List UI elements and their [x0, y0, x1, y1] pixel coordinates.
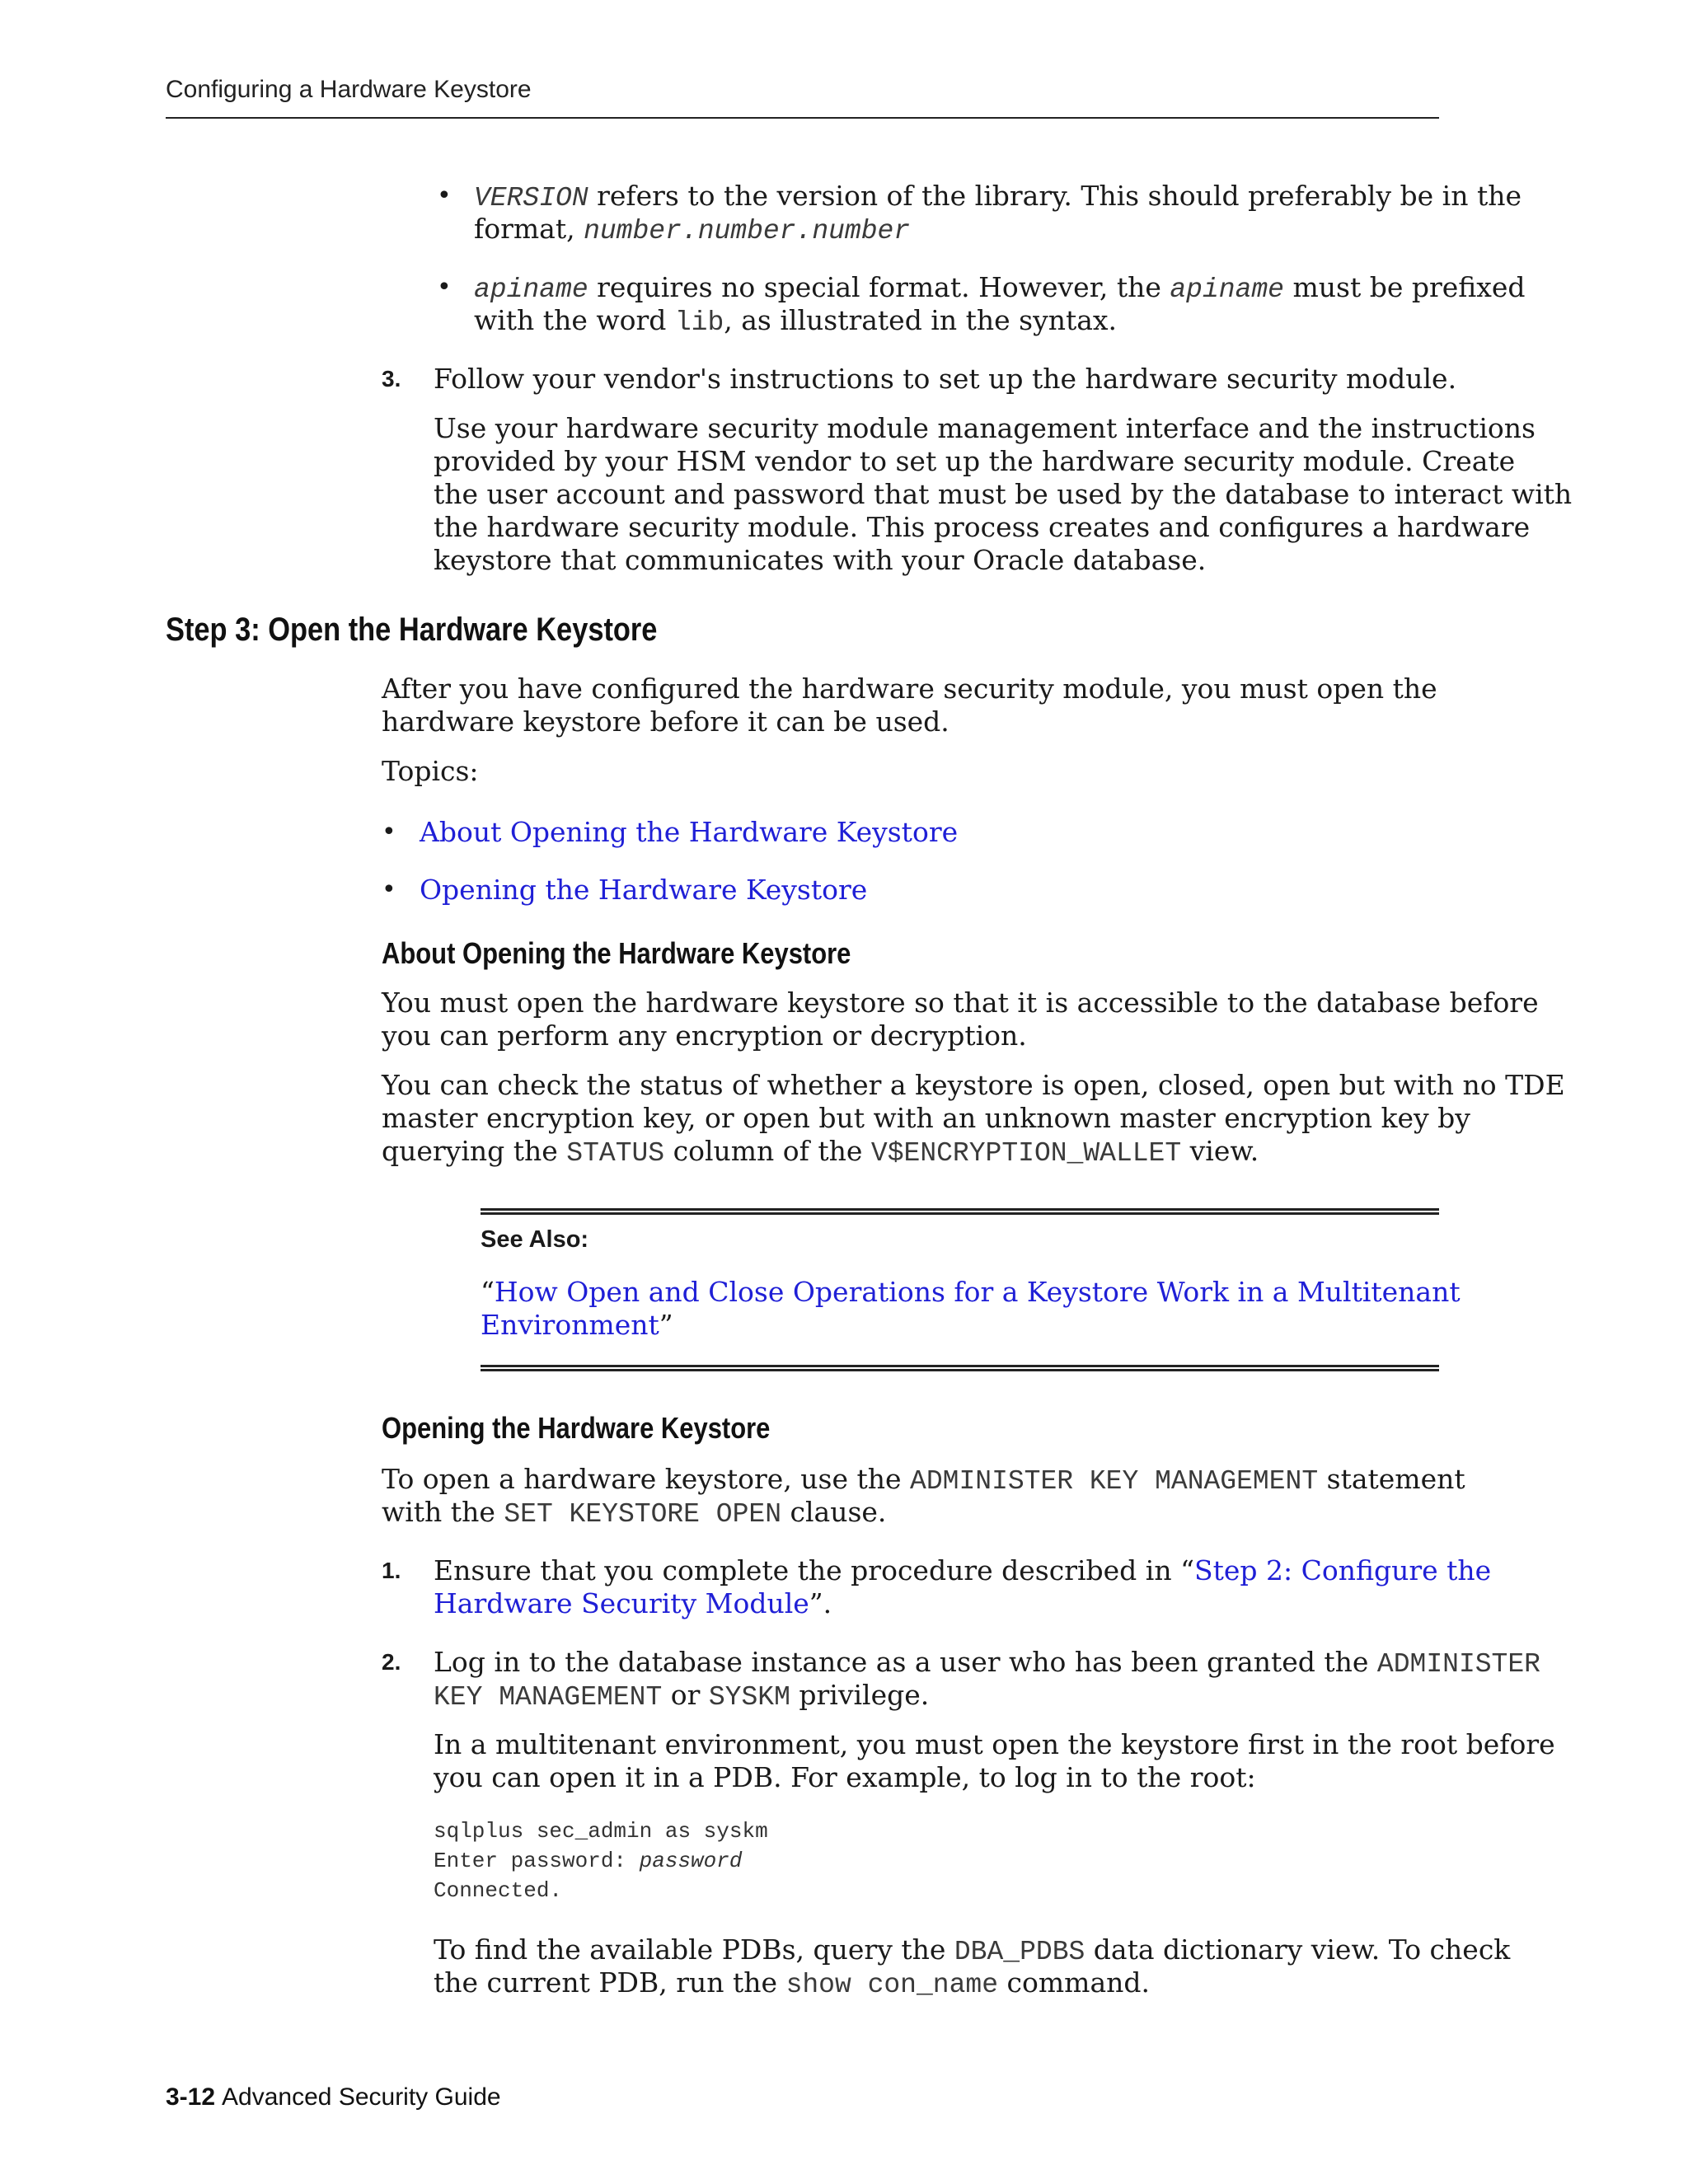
privilege-code: ADMINISTER	[1376, 1649, 1540, 1680]
version-text: refers to the version of the library. This should preferably be in the	[588, 180, 1522, 212]
step-number: 2.	[382, 1649, 401, 1675]
bullet-version-line2	[474, 213, 910, 248]
step2-detail-line: you can open it in a PDB. For example, to log in to the root:	[434, 1761, 1256, 1793]
bullet-version-line1	[474, 180, 1522, 215]
apiname-text: requires no special format. However, the	[588, 271, 1170, 303]
see-also-bottom-rule	[481, 1365, 1439, 1371]
bullet-icon: •	[382, 818, 396, 846]
bullet-icon: •	[437, 181, 452, 210]
text: statement	[1318, 1463, 1465, 1495]
about-p2-line: You can check the status of whether a keystore is open, closed, open but with no TDE	[382, 1069, 1565, 1101]
lib-code: lib	[674, 307, 724, 338]
about-p1-line: You must open the hardware keystore so that it is accessible to the database before	[382, 987, 1539, 1019]
step1-line2	[434, 1587, 832, 1620]
topics-label: Topics:	[382, 755, 479, 787]
bullet-icon: •	[382, 875, 396, 904]
code-block	[434, 1816, 768, 1905]
quote: ”	[659, 1309, 673, 1341]
text: the current PDB, run the	[434, 1966, 786, 1999]
text: or	[662, 1679, 709, 1711]
text: with the	[382, 1496, 504, 1528]
text: querying the	[382, 1135, 567, 1167]
step3-detail-line: provided by your HSM vendor to set up the hardware security module. Create	[434, 445, 1516, 477]
step1-line1	[434, 1554, 1491, 1587]
privilege-code: SYSKM	[708, 1682, 790, 1713]
subsection-heading-about: About Opening the Hardware Keystore	[382, 936, 851, 970]
view-code: DBA_PDBS	[954, 1937, 1085, 1967]
quote: “	[481, 1276, 495, 1308]
version-code: VERSION	[474, 183, 588, 213]
about-p1-line: you can perform any encryption or decryption.	[382, 1019, 1027, 1052]
page-footer	[166, 2083, 501, 2111]
topic-link-about[interactable]	[420, 816, 958, 849]
apiname-code: apiname	[474, 274, 588, 305]
apiname-code: apiname	[1170, 274, 1284, 305]
apiname-text: , as illustrated in the syntax.	[724, 304, 1118, 336]
page-number: 3-12	[166, 2083, 216, 2111]
text: To open a hardware keystore, use the	[382, 1463, 911, 1495]
about-p2-line	[382, 1135, 1259, 1170]
step3-text: Follow your vendor's instructions to set up the hardware security module.	[434, 363, 1457, 395]
bullet-icon: •	[437, 273, 452, 302]
step2-detail-line: In a multitenant environment, you must open the keystore first in the root before	[434, 1728, 1555, 1760]
privilege-code: KEY MANAGEMENT	[434, 1682, 663, 1713]
format-label: format,	[474, 213, 584, 245]
header-rule	[166, 117, 1439, 119]
apiname-text: must be prefixed	[1283, 271, 1526, 303]
see-also-line1	[481, 1276, 1461, 1309]
step2-after-line2	[434, 1966, 1150, 2002]
section-intro-line: hardware keystore before it can be used.	[382, 705, 950, 738]
section-heading: Step 3: Open the Hardware Keystore	[166, 612, 658, 648]
format-code: number.number.number	[584, 216, 911, 246]
bullet-apiname-line2	[474, 304, 1117, 340]
code-placeholder: password	[639, 1849, 743, 1873]
section-intro-line: After you have configured the hardware security module, you must open the	[382, 673, 1437, 705]
code-text: Enter password:	[434, 1849, 640, 1873]
step2-link[interactable]: Step 2: Configure the	[1193, 1554, 1492, 1586]
code-line: Connected.	[434, 1878, 563, 1903]
step-number: 3.	[382, 366, 401, 391]
step3-detail-line: the user account and password that must be used by the database to interact with	[434, 478, 1573, 510]
bullet-apiname-line1	[474, 271, 1526, 307]
text: data dictionary view. To check	[1085, 1933, 1511, 1966]
view-code: V$ENCRYPTION_WALLET	[870, 1138, 1182, 1169]
code-line: sqlplus sec_admin as syskm	[434, 1819, 768, 1844]
running-header: Configuring a Hardware Keystore	[166, 76, 532, 103]
see-also-title: See Also:	[481, 1226, 589, 1253]
text: Log in to the database instance as a user who has been granted the	[434, 1646, 1377, 1678]
command-code: show con_name	[785, 1970, 999, 2000]
text: column of the	[664, 1135, 871, 1167]
step3-detail-line: Use your hardware security module management interface and the instructions	[434, 412, 1536, 444]
text: command.	[998, 1966, 1150, 1999]
step-number: 1.	[382, 1558, 401, 1583]
step2-link[interactable]: Hardware Security Module	[434, 1587, 809, 1619]
topic-link[interactable]: About Opening the Hardware Keystore	[420, 816, 959, 848]
code-line	[434, 1846, 768, 1876]
topic-link-opening[interactable]	[420, 874, 867, 907]
text: Ensure that you complete the procedure described in “	[434, 1554, 1194, 1586]
footer-title: Advanced Security Guide	[222, 2083, 501, 2111]
text: clause.	[781, 1496, 887, 1528]
step3-detail-line: the hardware security module. This process creates and configures a hardware	[434, 511, 1531, 543]
step2-after-line1	[434, 1933, 1510, 1969]
see-also-top-rule	[481, 1208, 1439, 1215]
step2-line1	[434, 1646, 1540, 1681]
opening-intro-line2	[382, 1496, 886, 1531]
opening-intro-line1	[382, 1463, 1465, 1498]
status-code: STATUS	[566, 1138, 665, 1169]
see-also-link[interactable]: Environment	[481, 1309, 659, 1341]
see-also-line2	[481, 1309, 673, 1342]
text: To find the available PDBs, query the	[434, 1933, 954, 1966]
see-also-link[interactable]: How Open and Close Operations for a Keystore Work in a Multitenant	[494, 1276, 1461, 1308]
step2-line2	[434, 1679, 929, 1714]
text: privilege.	[790, 1679, 930, 1711]
subsection-heading-opening: Opening the Hardware Keystore	[382, 1411, 771, 1445]
text: ”.	[809, 1587, 832, 1619]
topic-link[interactable]: Opening the Hardware Keystore	[420, 874, 868, 906]
step3-detail-line: keystore that communicates with your Oracle database.	[434, 544, 1207, 576]
about-p2-line: master encryption key, or open but with an unknown master encryption key by	[382, 1102, 1470, 1134]
statement-code: ADMINISTER KEY MANAGEMENT	[910, 1466, 1319, 1497]
apiname-text: with the word	[474, 304, 675, 336]
clause-code: SET KEYSTORE OPEN	[504, 1499, 781, 1530]
text: view.	[1181, 1135, 1259, 1167]
